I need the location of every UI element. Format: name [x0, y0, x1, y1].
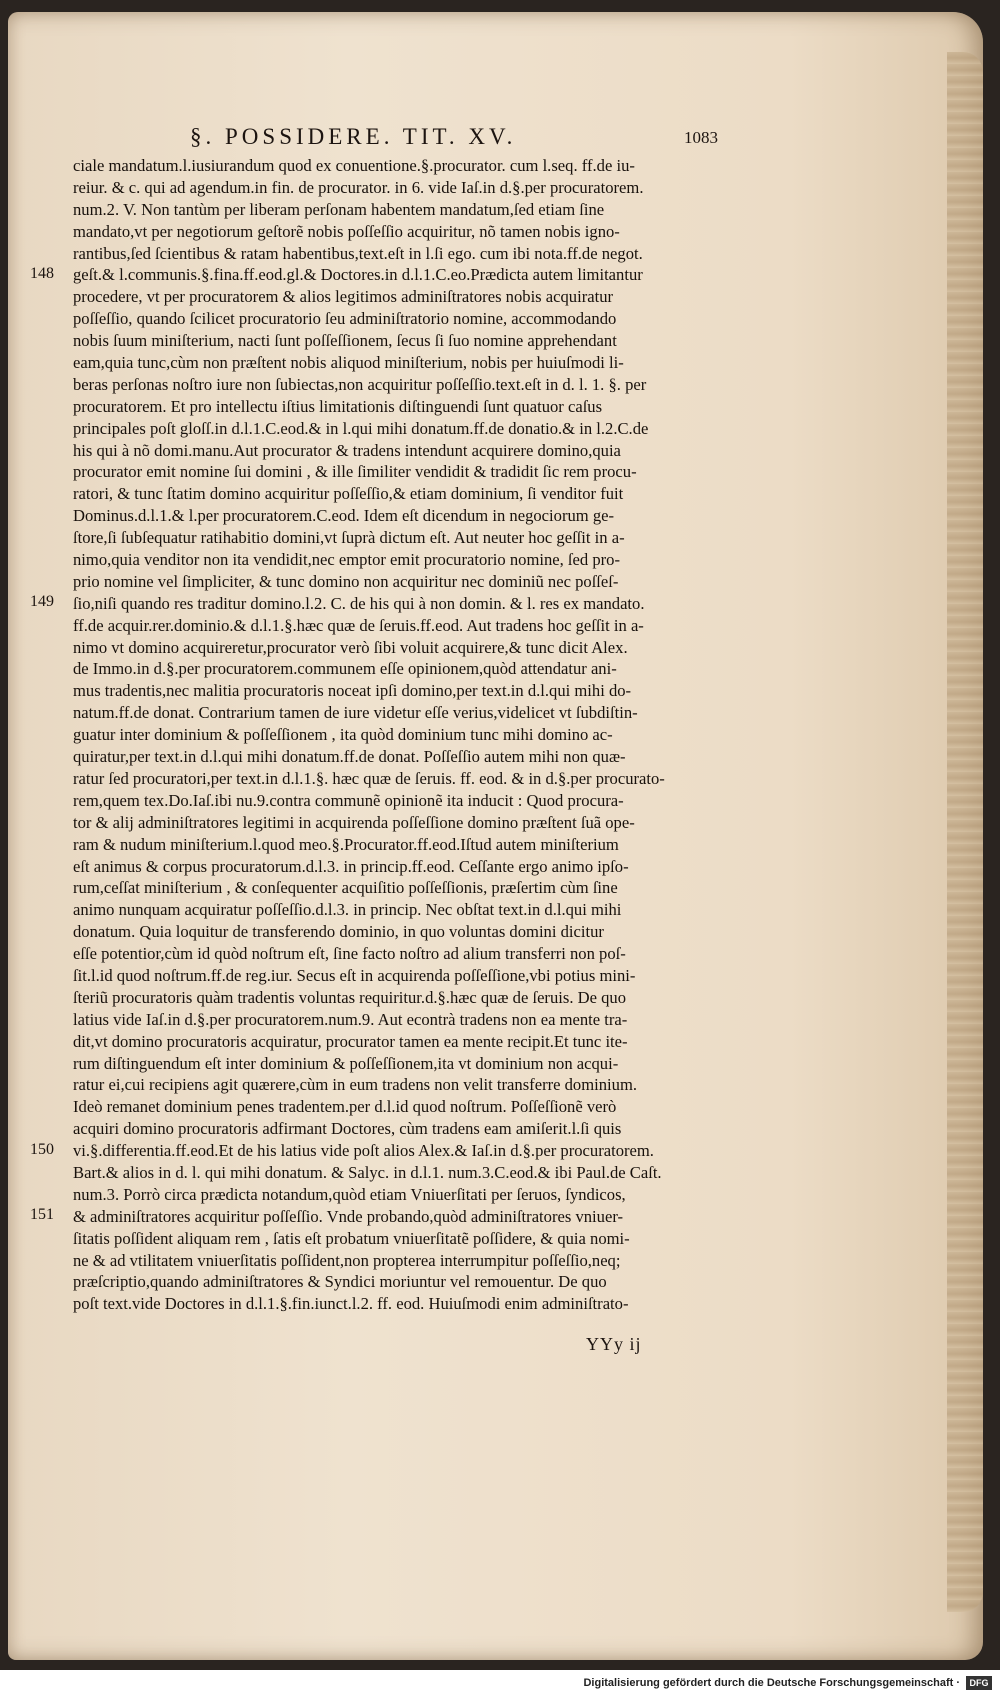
text-line: vi.§.differentia.ff.eod.Et de his latius vide poſt alios Alex.& Iaſ.in d.§.per procuratorem.: [73, 1141, 654, 1161]
text-line: rum,ceſſat miniſterium , & conſequenter acquiſitio poſſeſſionis, præſertim cùm ſine: [73, 878, 618, 898]
text-line: natum.ff.de donat. Contrarium tamen de iure videtur eſſe verius,videlicet vt ſubdiſtin-: [73, 703, 638, 723]
text-line: dit,vt domino procuratoris acquiratur, procurator tamen ea mente recipit.Et tunc ite-: [73, 1031, 628, 1051]
text-line: rantibus,ſed ſcientibus & ratam habentibus,text.eſt in l.ſi ego. cum ibi nota.ff.de negot.: [73, 243, 643, 263]
text-line: latius vide Iaſ.in d.§.per procuratorem.num.9. Aut econtrà tradens non ea mente tra-: [73, 1009, 628, 1029]
text-line: procuratorem. Et pro intellectu iſtius limitationis diſtinguendi ſunt quatuor caſus: [73, 396, 603, 416]
text-line: ram & nudum miniſterium.l.quod meo.§.Procurator.ff.eod.Iſtud autem miniſterium: [73, 834, 619, 854]
text-line: num.2. V. Non tantùm per liberam perſonam habentem mandatum,ſed etiam ſine: [73, 199, 605, 219]
text-line: eſſe potentior,cùm id quòd noſtrum eſt, ſine facto noſtro ad alium transferri non poſ-: [73, 944, 626, 964]
page-number: 1083: [684, 128, 718, 147]
text-line: procedere, vt per procuratorem & alios legitimos adminiſtratores nobis acquiratur: [73, 287, 614, 307]
margin-note: 148: [30, 264, 54, 282]
text-line: guatur inter dominium & poſſeſſionem , ita quòd dominium tunc mihi domino ac-: [73, 725, 613, 745]
text-line: mus tradentis,nec malitia procuratoris noceat ipſi domino,per text.in d.l.qui mihi do-: [73, 681, 632, 701]
text-line: ſio,niſi quando res traditur domino.l.2. C. de his qui à non domin. & l. res ex mandato.: [73, 593, 645, 613]
text-line: ſitatis poſſident aliquam rem , ſatis eſt probatum vniuerſitatẽ poſſidere, & quia nomi-: [73, 1228, 630, 1248]
text-line: prio nomine vel ſimpliciter, & tunc domino non acquiritur nec dominiũ nec poſſeſ-: [73, 571, 619, 591]
text-line: ff.de acquir.rer.dominio.& d.l.1.§.hæc quæ de ſeruis.ff.eod. Aut tradens hoc geſſit in a-: [73, 615, 644, 635]
text-line: nimo vt domino acquireretur,procurator verò ſibi voluit acquirere,& tunc dicit Alex.: [73, 637, 628, 657]
text-line: Dominus.d.l.1.& l.per procuratorem.C.eod. Idem eſt dicendum in negociorum ge-: [73, 506, 615, 526]
footer-credit: Digitalisierung gefördert durch die Deutsche Forschungsgemeinschaft ·: [583, 1677, 960, 1689]
text-line: beras perſonas noſtro iure non ſubiectas,non acquiritur poſſeſſio.text.eſt in d. l. 1. §. per: [73, 374, 647, 394]
text-line: Bart.& alios in d. l. qui mihi donatum. & Salyc. in d.l.1. num.3.C.eod.& ibi Paul.de Caſt.: [73, 1162, 662, 1182]
text-line: ſtore,ſi ſubſequatur ratihabitio domini,vt ſuprà dictum eſt. Aut neuter hoc geſſit in a-: [73, 528, 625, 548]
signature-mark: YYy ij: [586, 1334, 642, 1354]
text-line: geſt.& l.communis.§.fina.ff.eod.gl.& Doctores.in d.l.1.C.eo.Prædicta autem limitantur: [73, 265, 643, 285]
margin-note: 150: [30, 1140, 54, 1158]
text-line: eſt animus & corpus procuratorum.d.l.3. in princip.ff.eod. Ceſſante ergo animo ipſo-: [73, 856, 629, 876]
text-line: ne & ad vtilitatem vniuerſitatis poſſident,non propterea interrumpitur poſſeſſio,neq;: [73, 1250, 621, 1270]
text-line: tor & alij adminiſtratores legitimi in acquirenda poſſeſſione domino præſtent ſuã ope-: [73, 812, 635, 832]
text-line: de Immo.in d.§.per procuratorem.communem eſſe opinionem,quòd attendatur ani-: [73, 659, 617, 679]
dfg-logo: DFG: [966, 1676, 992, 1690]
text-line: poſſeſſio, quando ſcilicet procuratorio ſeu adminiſtratorio nomine, accommodando: [73, 309, 617, 329]
text-line: præſcriptio,quando adminiſtratores & Syndici moriuntur vel remouentur. De quo: [73, 1272, 607, 1292]
text-line: mandato,vt per negotiorum geſtorẽ nobis poſſeſſio acquiritur, nõ tamen nobis igno-: [73, 221, 620, 241]
body-text: [73, 155, 743, 1315]
text-line: animo nunquam acquiratur poſſeſſio.d.l.3. in princip. Nec obſtat text.in d.l.qui mihi: [73, 900, 622, 920]
text-line: nimo,quia venditor non ita vendidit,nec emptor emit procuratorio nomine, ſed pro-: [73, 550, 620, 570]
page-edge: [947, 52, 983, 1612]
text-line: ratori, & tunc ſtatim domino acquiritur poſſeſſio,& etiam dominium, ſi venditor fuit: [73, 484, 624, 504]
text-line: his qui à nõ domi.manu.Aut procurator & tradens intendunt acquirere domino,quia: [73, 440, 621, 460]
text-line: donatum. Quia loquitur de transferendo dominio, in quo voluntas domini dicitur: [73, 922, 604, 942]
text-line: quiratur,per text.in d.l.qui mihi donatum.ff.de donat. Poſſeſſio autem mihi non quæ-: [73, 747, 626, 767]
text-line: ſteriũ procuratoris quàm tradentis voluntas requiritur.d.§.hæc quæ de ſeruis. De quo: [73, 987, 627, 1007]
text-line: ratur ſed procuratori,per text.in d.l.1.§. hæc quæ de ſeruis. ff. eod. & in d.§.per procurato-: [73, 768, 665, 788]
text-line: reiur. & c. qui ad agendum.in fin. de procurator. in 6. vide Iaſ.in d.§.per procuratorem.: [73, 177, 644, 197]
text-line: Ideò remanet dominium penes tradentem.per d.l.id quod noſtrum. Poſſeſſionẽ verò: [73, 1097, 617, 1117]
text-line: procurator emit nomine ſui domini , & ille ſimiliter vendidit & tradidit ſic rem procu-: [73, 462, 637, 482]
text-line: ſit.l.id quod noſtrum.ff.de reg.iur. Secus eſt in acquirenda poſſeſſione,vbi potius mini-: [73, 965, 636, 985]
text-line: rum diſtinguendum eſt inter dominium & poſſeſſionem,ita vt dominium non acqui-: [73, 1053, 619, 1073]
text-line: poſt text.vide Doctores in d.l.1.§.fin.iunct.l.2. ff. eod. Huiuſmodi enim adminiſtrato-: [73, 1294, 629, 1314]
text-line: principales poſt gloſſ.in d.l.1.C.eod.& in l.qui mihi donatum.ff.de donatio.& in l.2.C.de: [73, 418, 649, 438]
text-line: ratur ei,cui recipiens agit quærere,cùm in eum tradens non velit transferre dominium.: [73, 1075, 638, 1095]
text-line: rem,quem tex.Do.Iaſ.ibi nu.9.contra communẽ opinionẽ ita inducit : Quod procura-: [73, 790, 624, 810]
text-line: & adminiſtratores acquiritur poſſeſſio. Vnde probando,quòd adminiſtratores vniuer-: [73, 1206, 624, 1226]
text-line: num.3. Porrò circa prædicta notandum,quòd etiam Vniuerſitati per ſeruos, ſyndicos,: [73, 1184, 626, 1204]
text-line: ciale mandatum.l.iusiurandum quod ex conuentione.§.procurator. cum l.seq. ff.de iu-: [73, 156, 635, 175]
text-line: acquiri domino procuratoris adfirmant Doctores, cùm tradens eam amiſerit.l.ſi quis: [73, 1119, 622, 1139]
text-line: eam,quia tunc,cùm non præſtent nobis aliquod miniſterium, nobis per huiuſmodi li-: [73, 353, 624, 373]
margin-note: 149: [30, 593, 54, 610]
running-head: §. POSSIDERE. TIT. XV.: [190, 124, 517, 149]
margin-note: 151: [30, 1206, 54, 1224]
footer-bar: [0, 1674, 1000, 1696]
text-line: nobis ſuum miniſterium, nacti ſunt poſſeſſionem, ſecus ſi ſuo nomine apprehendant: [73, 331, 617, 351]
